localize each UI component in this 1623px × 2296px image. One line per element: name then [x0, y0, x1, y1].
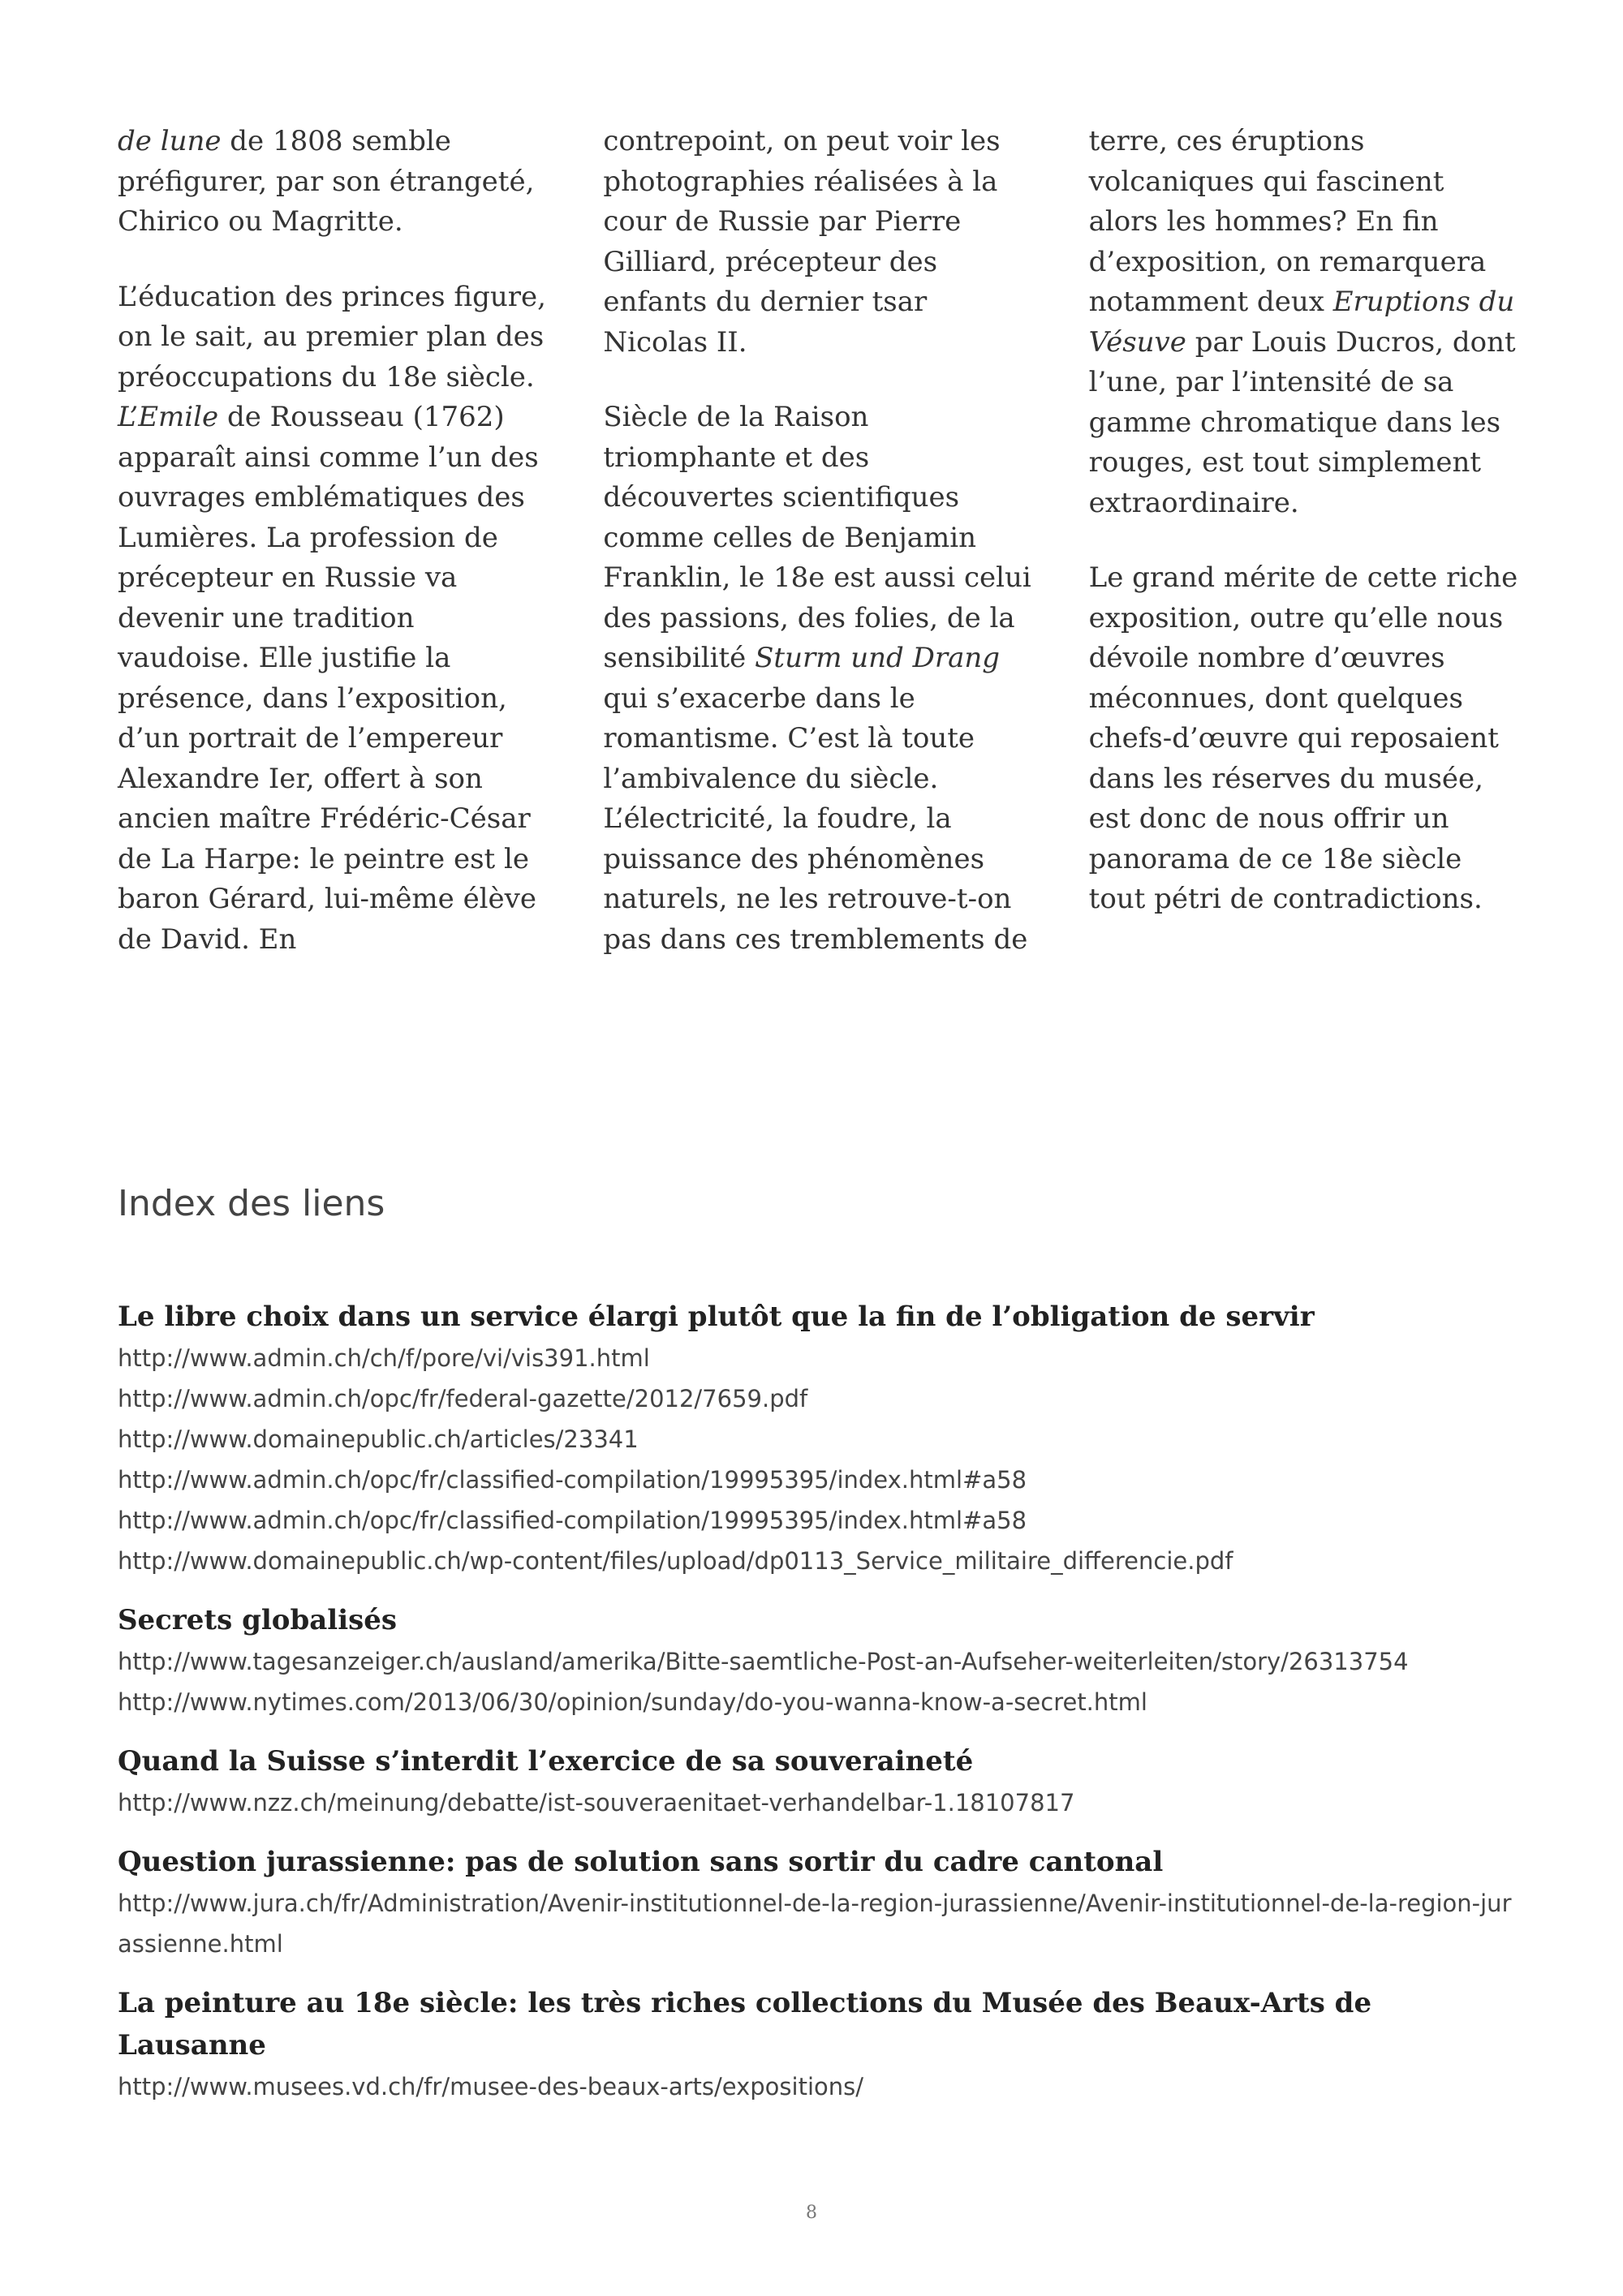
link[interactable]: http://www.admin.ch/opc/fr/federal-gazette/2012/7659.pdf: [118, 1385, 808, 1412]
link-group-title: La peinture au 18e siècle: les très riches collections du Musée des Beaux-Arts de Lausanne: [118, 1987, 1372, 2062]
link-group-title: Secrets globalisés: [118, 1604, 398, 1636]
link-group: [118, 1296, 1513, 1581]
paragraph-text: Le grand mérite de cette riche exposition, outre qu’elle nous dévoile nombre d’œuvres méconnues, dont quelques chefs-d’œuvre qui reposaient dans les réserves du musée, est donc de nous offrir un panorama de ce 18e siècle tout pétri de contradictions.: [1088, 561, 1518, 915]
article-columns: [118, 122, 1522, 960]
article-column-2: [603, 122, 1035, 960]
page-number: 8: [806, 2203, 817, 2223]
paragraph-text: Siècle de la Raison triomphante et des découvertes scientifiques comme celles de Benjamin Franklin, le 18e est aussi celui des passions, des folies, de la sensibilité: [603, 401, 1031, 674]
paragraph: [118, 122, 550, 243]
link-group: [118, 1740, 1513, 1823]
paragraph-text: de Rousseau (1762) apparaît ainsi comme l’un des ouvrages emblématiques des Lumières. La profession de précepteur en Russie va devenir une tradition vaudoise. Elle justifie la présence, dans l’exposition, d’un portrait de l’empereur Alexandre Ier, offert à son ancien maître Frédéric-César de La Harpe: le peintre est le baron Gérard, lui-même élève de David. En: [118, 401, 539, 956]
link[interactable]: http://www.domainepublic.ch/wp-content/files/upload/dp0113_Service_militaire_differencie.pdf: [118, 1547, 1233, 1575]
paragraph: [1089, 122, 1522, 523]
italic-title: L’Emile: [118, 401, 219, 433]
link-group: [118, 1599, 1513, 1722]
italic-title: Eruptions du Vésuve: [1088, 286, 1515, 359]
link-group-title: Le libre choix dans un service élargi plutôt que la fin de l’obligation de servir: [118, 1301, 1315, 1333]
link[interactable]: http://www.admin.ch/opc/fr/classified-compilation/19995395/index.html#a58: [118, 1466, 1027, 1494]
paragraph-text: contrepoint, on peut voir les photographies réalisées à la cour de Russie par Pierre Gilliard, précepteur des enfants du dernier tsar Nicolas II.: [603, 125, 1001, 359]
article-column-3: [1089, 122, 1522, 960]
link[interactable]: http://www.musees.vd.ch/fr/musee-des-beaux-arts/expositions/: [118, 2073, 864, 2100]
link[interactable]: http://www.nzz.ch/meinung/debatte/ist-souveraenitaet-verhandelbar-1.18107817: [118, 1789, 1075, 1817]
paragraph-text: par Louis Ducros, dont l’une, par l’intensité de sa gamme chromatique dans les rouges, est tout simplement extraordinaire.: [1088, 325, 1516, 519]
article-column-1: [118, 122, 550, 960]
paragraph-text: de 1808 semble préfigurer, par son étrangeté, Chirico ou Magritte.: [118, 125, 535, 238]
link[interactable]: http://www.admin.ch/ch/f/pore/vi/vis391.html: [118, 1344, 650, 1372]
link[interactable]: http://www.nytimes.com/2013/06/30/opinion/sunday/do-you-wanna-know-a-secret.html: [118, 1688, 1147, 1716]
link-group-title: Question jurassienne: pas de solution sans sortir du cadre cantonal: [118, 1846, 1164, 1878]
paragraph: [1089, 558, 1522, 920]
link-index-heading: Index des liens: [118, 1183, 385, 1224]
link-group: [118, 1982, 1513, 2107]
link-index: [118, 1296, 1513, 2125]
paragraph: [603, 398, 1035, 960]
link[interactable]: http://www.admin.ch/opc/fr/classified-compilation/19995395/index.html#a58: [118, 1507, 1027, 1534]
paragraph-text: terre, ces éruptions volcaniques qui fascinent alors les hommes? En fin d’exposition, on remarquera notamment deux: [1088, 125, 1487, 318]
link-group: [118, 1841, 1513, 1964]
paragraph-text: L’éducation des princes figure, on le sait, au premier plan des préoccupations du 18e siècle.: [118, 280, 546, 393]
link[interactable]: http://www.jura.ch/fr/Administration/Avenir-institutionnel-de-la-region-jurassienne/Avenir-institutionnel-de-la-region-jurassienne.html: [118, 1890, 1512, 1958]
paragraph: [118, 277, 550, 961]
link[interactable]: http://www.domainepublic.ch/articles/23341: [118, 1425, 639, 1453]
paragraph: [603, 122, 1035, 363]
link-group-title: Quand la Suisse s’interdit l’exercice de sa souveraineté: [118, 1745, 974, 1778]
italic-title: Sturm und Drang: [755, 642, 1001, 674]
italic-title: de lune: [118, 125, 222, 157]
paragraph-text: qui s’exacerbe dans le romantisme. C’est là toute l’ambivalence du siècle. L’électricité, la foudre, la puissance des phénomènes naturels, ne les retrouve-t-on pas dans ces tremblements de: [603, 681, 1028, 956]
link[interactable]: http://www.tagesanzeiger.ch/ausland/amerika/Bitte-saemtliche-Post-an-Aufseher-weiterleiten/story/26313754: [118, 1648, 1409, 1675]
